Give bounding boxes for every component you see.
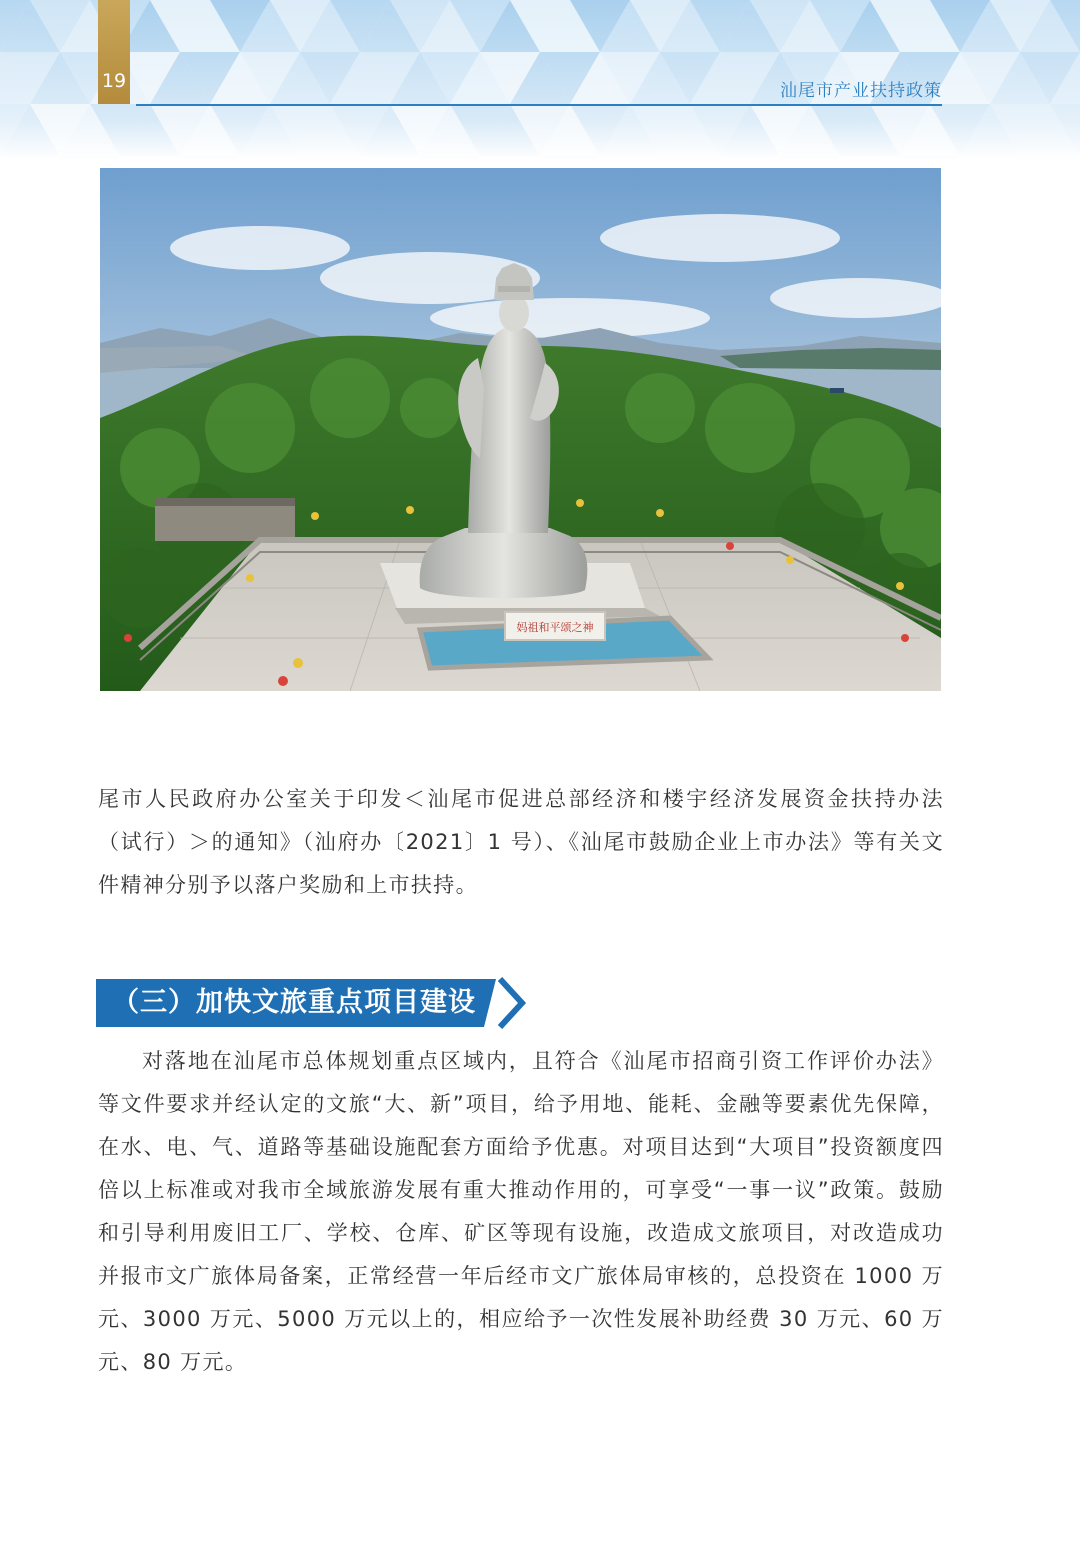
- mazu-statue-photo: [100, 168, 941, 691]
- page-number: 19: [101, 70, 127, 92]
- section-heading-title: （三）加快文旅重点项目建设: [112, 987, 476, 1018]
- paragraph-continued: 尾市人民政府办公室关于印发＜汕尾市促进总部经济和楼宇经济发展资金扶持办法（试行）＞的通知》（汕府办〔2021〕1 号）、《汕尾市鼓励企业上市办法》等有关文件精神分别予以落户奖励和上市扶持。: [98, 787, 944, 897]
- running-title: 汕尾市产业扶持政策: [780, 81, 942, 101]
- header-rule: [136, 104, 942, 106]
- statue-inscription: 妈祖和平颂之神: [516, 621, 594, 634]
- paragraph-section-body: 对落地在汕尾市总体规划重点区域内，且符合《汕尾市招商引资工作评价办法》等文件要求并经认定的文旅“大、新”项目，给予用地、能耗、金融等要素优先保障，在水、电、气、道路等基础设施配套方面给予优惠。对项目达到“大项目”投资额度四倍以上标准或对我市全域旅游发展有重大推动作用的，可享受“一事一议”政策。鼓励和引导利用废旧工厂、学校、仓库、矿区等现有设施，改造成文旅项目，对改造成功并报市文广旅体局备案，正常经营一年后经市文广旅体局审核的，总投资在 1000 万元、3000 万元、5000 万元以上的，相应给予一次性发展补助经费 30 万元、60 万元、80 万元。: [98, 1049, 944, 1374]
- photo-illustration: [100, 168, 941, 691]
